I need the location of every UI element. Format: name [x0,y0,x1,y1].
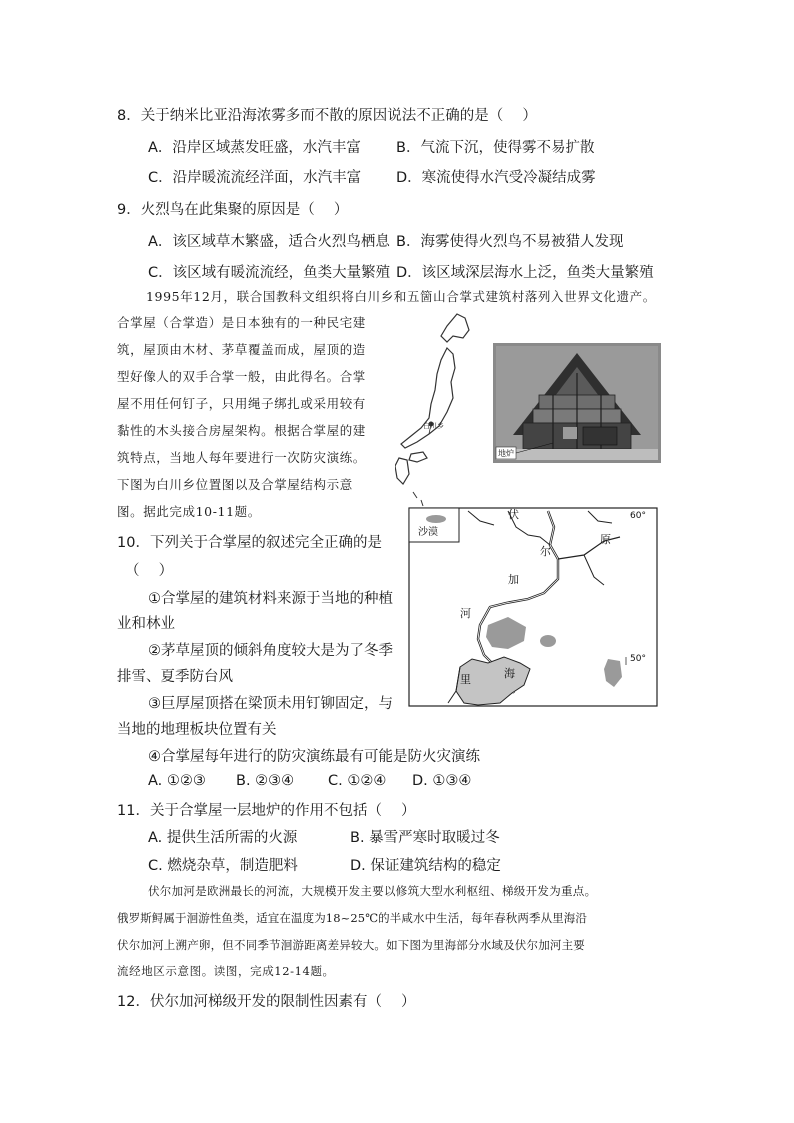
passage2-line: 俄罗斯鲟属于洄游性鱼类，适宜在温度为18~25℃的半咸水中生活，每年春秋两季从里海沿 [117,911,587,925]
q11-option-a: A. 提供生活所需的火源 [148,830,298,846]
q10-option-c: C. ①②④ [328,773,387,789]
lat-label-60: 60° [630,511,646,521]
q8-option-c: C．沿岸暖流流经洋面，水汽丰富 [148,170,362,186]
q10-statement-1-cont: 业和林业 [117,616,175,632]
hearth-label: 地炉 [498,449,514,458]
passage1-line: 下图为白川乡位置图以及合掌屋结构示意 [117,477,353,492]
q10-statement-4: ④合掌屋每年进行的防灾演练最有可能是防火灾演练 [148,749,480,765]
q9-option-d: D．该区域深层海水上泛，鱼类大量繁殖 [396,265,654,281]
q11-stem: 11．关于合掌屋一层地炉的作用不包括（ ） [117,803,416,819]
label-plain: 原 [600,533,611,546]
desert-legend-label: 沙漠 [418,527,438,538]
lat-label-50: 50° [630,654,646,664]
q10-option-a: A. ①②③ [148,773,206,789]
passage1-line: 图。据此完成10-11题。 [117,504,261,519]
q9-stem: 9．火烈鸟在此集聚的原因是（ ） [117,202,349,218]
label-volga-char: 伏 [508,508,519,521]
passage2-line: 流经地区示意图。读图，完成12-14题。 [117,964,335,978]
passage1-line: 型好像人的双手合掌一般，由此得名。合掌 [117,369,366,384]
q10-option-b: B. ②③④ [236,773,295,789]
q9-option-c: C．该区域有暖流流经，鱼类大量繁殖 [148,265,391,281]
q10-option-d: D. ①③④ [412,773,472,789]
q8-option-a: A．沿岸区域蒸发旺盛，水汽丰富 [148,140,361,156]
passage2-line: 伏尔加河是欧洲最长的河流，大规模开发主要以修筑大型水利枢纽、梯级开发为重点。 [148,884,597,898]
q8-option-b: B．气流下沉，使得雾不易扩散 [396,140,595,156]
passage1-line: 筑，屋顶由木材、茅草覆盖而成，屋顶的造 [117,342,366,357]
volga-caspian-map [408,507,658,707]
passage1-line: 黏性的木头接合房屋架构。根据合掌屋的建 [117,423,366,438]
q10-statement-1: ①合掌屋的建筑材料来源于当地的种植 [148,591,393,607]
q8-stem: 8．关于纳米比亚沿海浓雾多而不散的原因说法不正确的是（ ） [117,108,537,124]
passage1-line1: 1995年12月，联合国教科文组织将白川乡和五箇山合掌式建筑村落列入世界文化遗产。 [146,289,656,304]
passage2-line: 伏尔加河上溯产卵，但不同季节洄游距离差异较大。如下图为里海部分水域及伏尔加河主要 [117,938,585,952]
q11-option-d: D. 保证建筑结构的稳定 [350,858,501,874]
q10-stem: 10．下列关于合掌屋的叙述完全正确的是 [117,535,382,551]
q10-statement-2: ②茅草屋顶的倾斜角度较大是为了冬季 [148,643,393,659]
gassho-house-diagram [493,343,661,463]
label-volga-char: 尔 [540,545,551,558]
map-label-shirakawa: 白川乡 [423,422,444,430]
q12-stem: 12．伏尔加河梯级开发的限制性因素有（ ） [117,994,416,1010]
label-volga-char: 河 [460,607,471,620]
q11-option-b: B. 暴雪严寒时取暖过冬 [350,830,500,846]
q10-statement-3: ③巨厚屋顶搭在梁顶未用钉铆固定，与 [148,696,393,712]
label-caspian-char: 里 [460,673,471,686]
desert-patch [540,635,556,647]
q10-statement-3-cont: 当地的地理板块位置有关 [117,722,277,738]
q10-stem-bracket: （ ） [125,563,174,579]
japan-map [395,308,475,508]
passage1-line: 合掌屋（合掌造）是日本独有的一种民宅建 [117,315,366,330]
passage1-line: 筑特点，当地人每年要进行一次防灾演练。 [117,450,366,465]
q9-option-b: B．海雾使得火烈鸟不易被猎人发现 [396,234,624,250]
q11-option-c: C. 燃烧杂草，制造肥料 [148,858,298,874]
label-volga-char: 加 [508,573,519,586]
q8-option-d: D．寒流使得水汽受冷凝结成雾 [396,170,596,186]
desert-legend-swatch [426,515,446,523]
label-caspian-char: 海 [504,667,515,680]
q10-statement-2-cont: 排雪、夏季防台风 [117,669,233,685]
passage1-line: 屋不用任何钉子，只用绳子绑扎或采用较有 [117,396,366,411]
q9-option-a: A．该区域草木繁盛，适合火烈鸟栖息 [148,234,390,250]
